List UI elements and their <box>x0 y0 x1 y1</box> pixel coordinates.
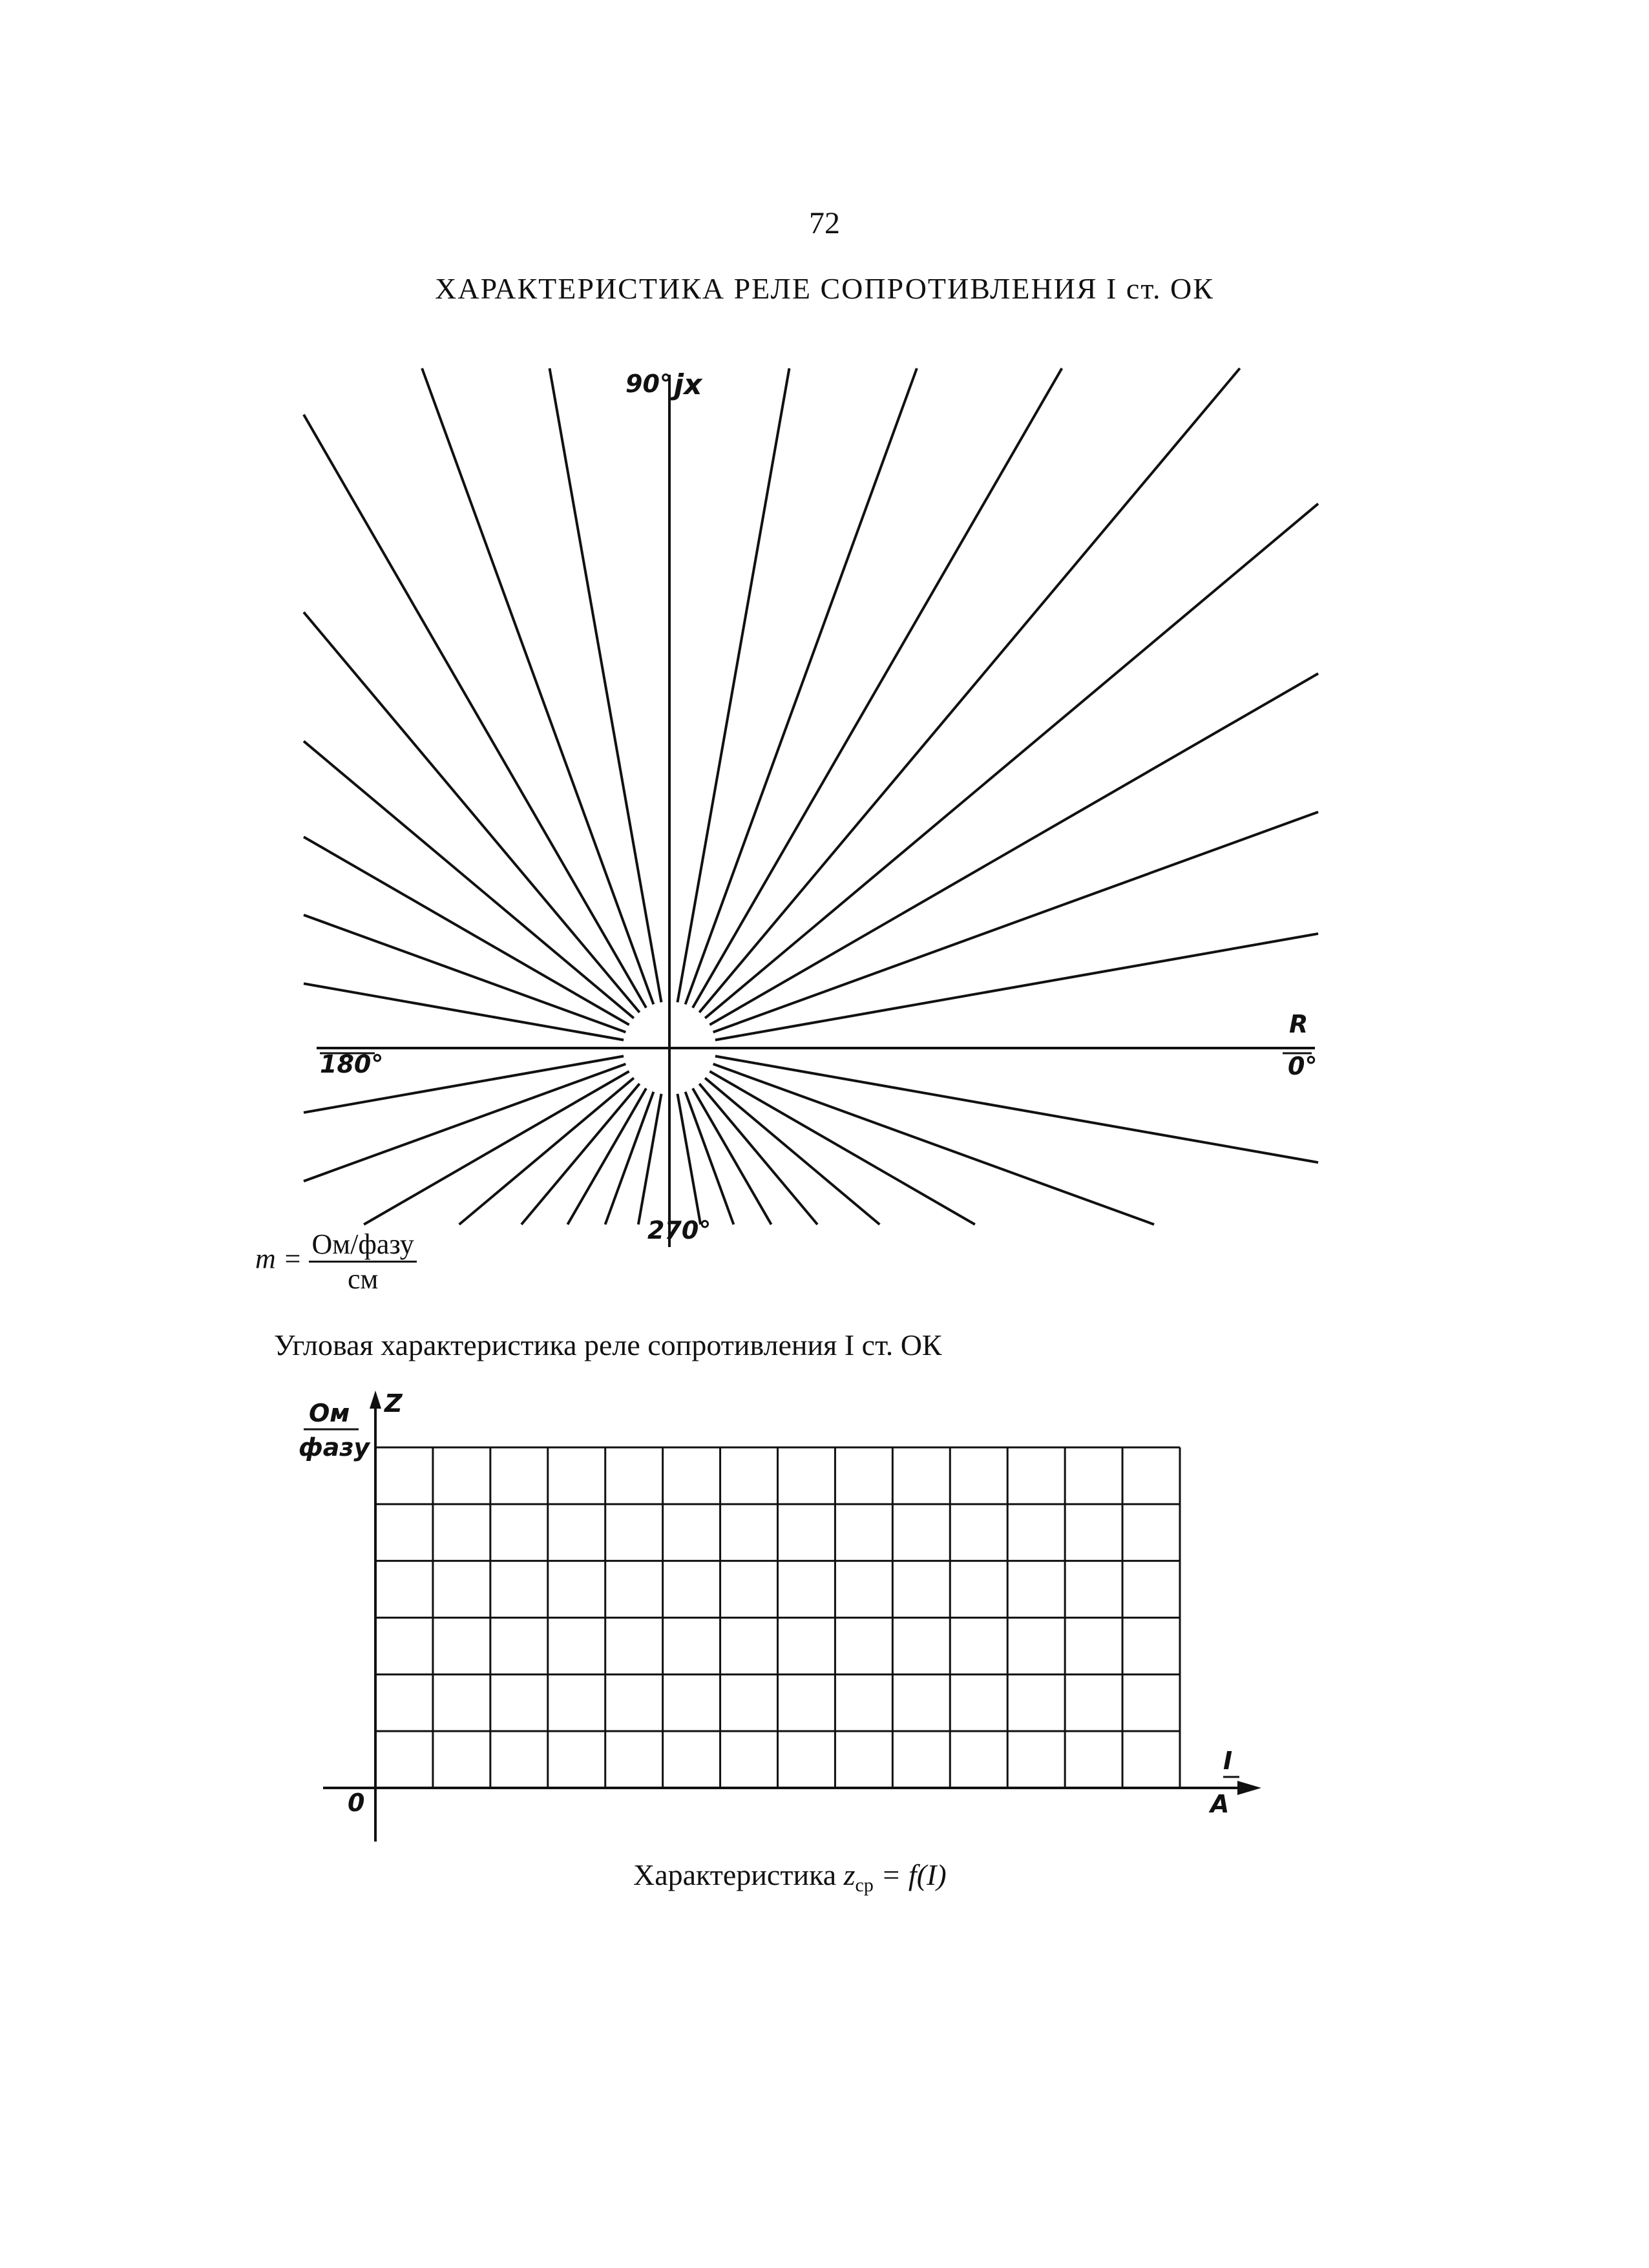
caption-sub: ср <box>855 1874 874 1896</box>
angle-0-label: 0° <box>1288 1052 1318 1080</box>
polar-rays <box>304 368 1318 1224</box>
y-unit-denominator: фазу <box>299 1433 370 1462</box>
polar-ray-130 <box>304 612 640 1012</box>
y-unit-numerator: Ом <box>309 1399 350 1427</box>
angle-90-label: 90° <box>625 370 672 398</box>
polar-ray-60 <box>693 368 1062 1008</box>
polar-ray-30 <box>709 673 1318 1025</box>
i-axis-label: I <box>1223 1747 1233 1775</box>
z-axis-arrow <box>370 1391 381 1409</box>
scale-lhs: m = <box>255 1243 302 1275</box>
angle-270-label: 270° <box>647 1216 711 1244</box>
ampere-label: A <box>1210 1790 1230 1818</box>
caption-text: Характеристика <box>633 1858 844 1891</box>
polar-ray-290 <box>686 1092 734 1224</box>
scale-fraction <box>309 1228 416 1296</box>
polar-ray-140 <box>304 741 634 1018</box>
jx-axis-label: jx <box>674 368 702 401</box>
polar-ray-150 <box>304 837 629 1025</box>
scale-numerator: Ом/фазу <box>309 1228 416 1263</box>
polar-ray-280 <box>678 1094 701 1224</box>
scale-formula <box>255 1228 417 1296</box>
polar-ray-200 <box>304 1064 625 1181</box>
polar-ray-40 <box>705 504 1318 1018</box>
polar-ray-100 <box>550 368 662 1002</box>
polar-ray-350 <box>715 1056 1318 1163</box>
polar-ray-320 <box>705 1078 879 1224</box>
origin-label: 0 <box>348 1789 365 1817</box>
polar-ray-220 <box>459 1078 634 1224</box>
z-grid <box>375 1447 1180 1788</box>
polar-ray-20 <box>713 812 1318 1033</box>
page-title: ХАРАКТЕРИСТИКА РЕЛЕ СОПРОТИВЛЕНИЯ I ст. ОК <box>435 272 1214 305</box>
caption-z: z <box>843 1858 856 1891</box>
z-axis-label: Z <box>384 1389 403 1418</box>
angle-180-label: 180° <box>320 1050 384 1078</box>
z-characteristic-caption <box>633 1858 947 1896</box>
polar-ray-160 <box>304 915 625 1032</box>
polar-ray-110 <box>422 368 653 1004</box>
caption-rest: = f(I) <box>873 1858 947 1891</box>
page-number: 72 <box>809 206 840 240</box>
scale-denominator: см <box>347 1263 379 1295</box>
polar-ray-10 <box>715 934 1318 1040</box>
polar-ray-70 <box>686 368 917 1004</box>
polar-ray-50 <box>699 368 1239 1013</box>
angular-caption: Угловая характеристика реле сопротивления I ст. ОК <box>274 1328 942 1361</box>
polar-ray-80 <box>678 368 790 1002</box>
r-axis-label: R <box>1289 1010 1308 1038</box>
i-axis-arrow <box>1237 1781 1261 1795</box>
polar-ray-260 <box>638 1094 662 1224</box>
polar-ray-120 <box>304 415 646 1008</box>
polar-ray-250 <box>605 1092 654 1224</box>
polar-ray-170 <box>304 983 624 1040</box>
